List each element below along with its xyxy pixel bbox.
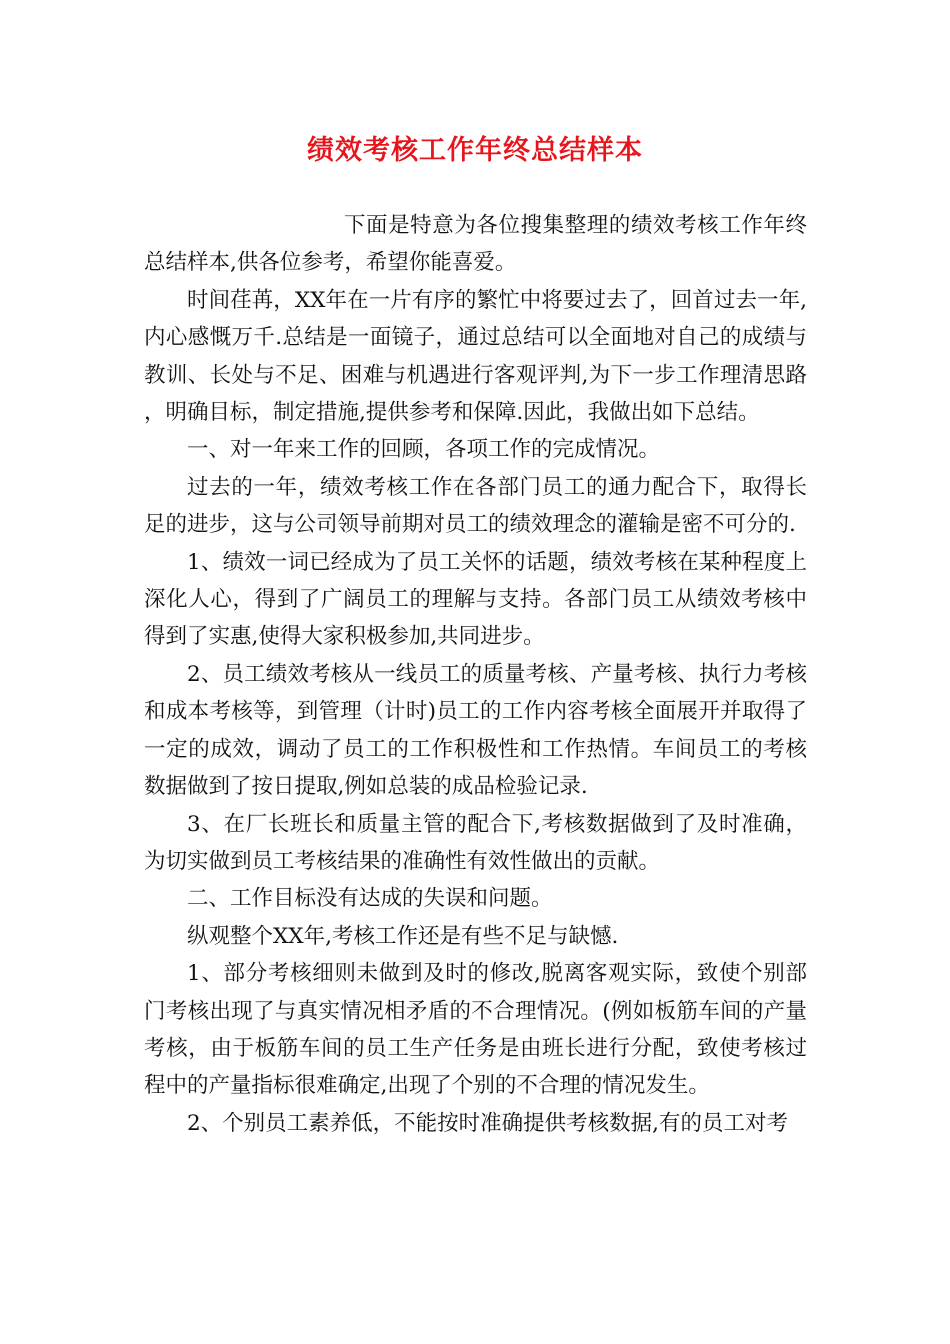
paragraph-past-year: 过去的一年，绩效考核工作在各部门员工的通力配合下，取得长足的进步，这与公司领导前期对员工的绩效理念的灌输是密不可分的.	[144, 474, 807, 538]
paragraph-opening: 时间荏苒，XX年在一片有序的繁忙中将要过去了，回首过去一年,内心感慨万千.总结是一面镜子，通过总结可以全面地对自己的成绩与教训、长处与不足、困难与机遇进行客观评判,为下一步工作理清思路，明确目标，制定措施,提供参考和保障.因此，我做出如下总结。	[144, 287, 807, 426]
intro-paragraph: 下面是特意为各位搜集整理的绩效考核工作年终总结样本,供各位参考，希望你能喜爱。	[144, 213, 807, 276]
list-item-problem-2: 2、个别员工素养低，不能按时准确提供考核数据,有的员工对考	[187, 1110, 789, 1136]
list-item-problem-1: 1、部分考核细则未做到及时的修改,脱离客观实际，致使个别部门考核出现了与真实情况相矛盾的不合理情况。(例如板筋车间的产量考核，由于板筋车间的员工生产任务是由班长进行分配，致使考核过程中的产量指标很难确定,出现了个别的不合理的情况发生。	[144, 961, 807, 1099]
paragraph-overview: 纵观整个XX年,考核工作还是有些不足与缺憾.	[187, 923, 619, 949]
section-heading-problems: 二、工作目标没有达成的失误和问题。	[187, 886, 553, 912]
document-title: 绩效考核工作年终总结样本	[307, 135, 643, 166]
list-item-review-1: 1、绩效一词已经成为了员工关怀的话题，绩效考核在某种程度上深化人心，得到了广阔员工的理解与支持。各部门员工从绩效考核中得到了实惠,使得大家积极参加,共同进步。	[144, 549, 807, 650]
document-body	[144, 207, 807, 1142]
section-heading-review: 一、对一年来工作的回顾，各项工作的完成情况。	[187, 437, 661, 463]
list-item-review-3: 3、在厂长班长和质量主管的配合下,考核数据做到了及时准确，为切实做到员工考核结果的准确性有效性做出的贡献。	[144, 811, 807, 874]
list-item-review-2: 2、员工绩效考核从一线员工的质量考核、产量考核、执行力考核和成本考核等，到管理（计时)员工的工作内容考核全面展开并取得了一定的成效，调动了员工的工作积极性和工作热情。车间员工的考核数据做到了按日提取,例如总装的成品检验记录.	[144, 661, 807, 800]
